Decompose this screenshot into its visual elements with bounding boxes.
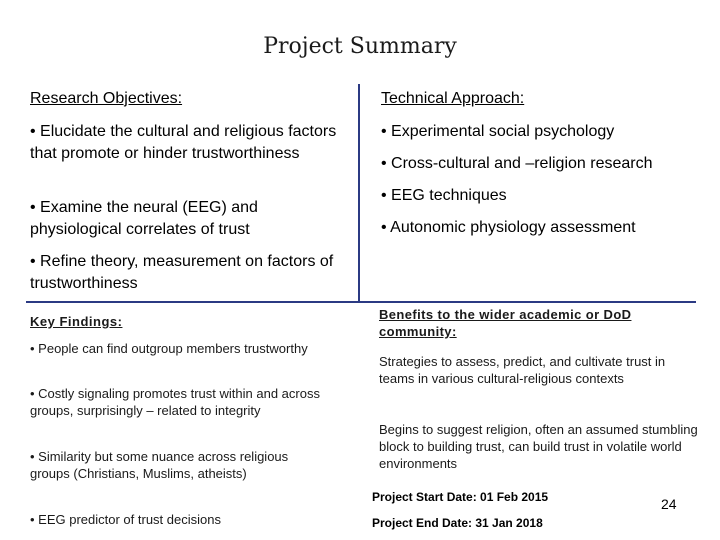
benefits-heading: Benefits to the wider academic or DoD community: xyxy=(379,307,632,339)
page-title: Project Summary xyxy=(263,34,457,59)
research-objectives-heading: Research Objectives: xyxy=(30,90,183,107)
horizontal-divider xyxy=(26,301,696,303)
project-start-date: Project Start Date: 01 Feb 2015 xyxy=(372,490,549,504)
key-finding-item: • People can find outgroup members trustworthy xyxy=(30,341,308,356)
page-number: 24 xyxy=(661,496,677,512)
key-finding-item: • Similarity but some nuance across religious groups (Christians, Muslims, atheists) xyxy=(30,449,289,481)
research-objective-item: • Examine the neural (EEG) and physiological correlates of trust xyxy=(30,199,258,238)
key-finding-item: • Costly signaling promotes trust within and across groups, surprisingly – related to integrity xyxy=(30,386,320,418)
research-objective-item: • Elucidate the cultural and religious factors that promote or hinder trustworthiness xyxy=(30,123,337,162)
vertical-divider xyxy=(358,84,360,303)
technical-approach-heading: Technical Approach: xyxy=(381,90,525,107)
project-end-date: Project End Date: 31 Jan 2018 xyxy=(372,516,543,530)
key-findings-heading: Key Findings: xyxy=(30,314,123,329)
research-objective-item: • Refine theory, measurement on factors of trustworthiness xyxy=(30,253,334,292)
benefit-item: Begins to suggest religion, often an assumed stumbling block to building trust, can build trust in volatile world environments xyxy=(379,422,698,471)
technical-approach-item: • EEG techniques xyxy=(381,187,507,204)
key-finding-item: • EEG predictor of trust decisions xyxy=(30,512,221,527)
technical-approach-item: • Experimental social psychology xyxy=(381,123,615,140)
technical-approach-item: • Autonomic physiology assessment xyxy=(381,219,636,236)
technical-approach-item: • Cross-cultural and –religion research xyxy=(381,155,653,172)
benefit-item: Strategies to assess, predict, and cultivate trust in teams in various cultural-religious contexts xyxy=(379,354,666,386)
